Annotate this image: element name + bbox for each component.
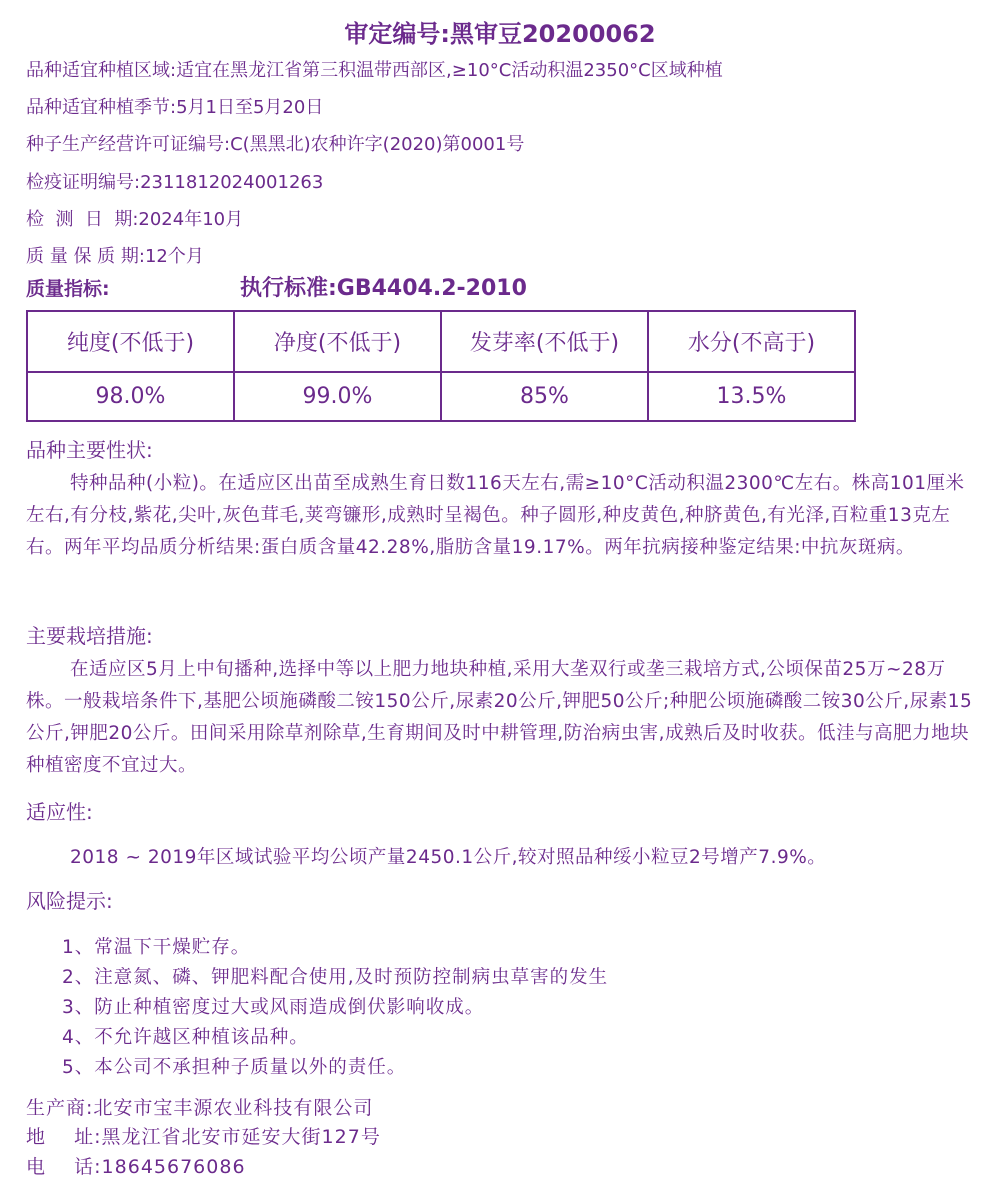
risk-item: 4、不允许越区种植该品种。 <box>62 1027 309 1048</box>
certification-number: 审定编号:黑审豆20200062 <box>344 20 656 48</box>
risk-item: 1、常温下干燥贮存。 <box>62 937 251 958</box>
quality-spec-table <box>26 310 856 422</box>
cultivation-heading: 主要栽培措施: <box>26 624 153 648</box>
test-date: 检 测 日 期:2024年10月 <box>26 209 244 230</box>
planting-region: 品种适宜种植区域:适宜在黑龙江省第三积温带西部区,≥10°C活动积温2350°C区域种植 <box>26 60 723 81</box>
address: 地 址:黑龙江省北安市延安大街127号 <box>26 1126 381 1148</box>
license-number: 种子生产经营许可证编号:C(黑黑北)农种许字(2020)第0001号 <box>26 134 525 155</box>
spec-value-germination: 85% <box>441 372 648 422</box>
standard-label: 执行标准:GB4404.2-2010 <box>240 276 527 301</box>
planting-season: 品种适宜种植季节:5月1日至5月20日 <box>26 97 324 118</box>
spec-header-row <box>27 311 855 372</box>
quality-label: 质量指标: <box>26 278 110 300</box>
spec-value-row <box>27 372 855 422</box>
spec-header-purity: 纯度(不低于) <box>27 311 234 372</box>
spec-value-moisture: 13.5% <box>648 372 855 422</box>
quarantine-number: 检疫证明编号:2311812024001263 <box>26 172 324 193</box>
spec-header-germination: 发芽率(不低于) <box>441 311 648 372</box>
risk-item: 2、注意氮、磷、钾肥料配合使用,及时预防控制病虫草害的发生 <box>62 967 609 988</box>
traits-text: 特种品种(小粒)。在适应区出苗至成熟生育日数116天左右,需≥10°C活动积温2300℃左右。株高101厘米左右,有分枝,紫花,尖叶,灰色茸毛,荚弯镰形,成熟时呈褐色。种子圆形,种皮黄色,种脐黄色,有光泽,百粒重13克左右。两年平均品质分析结果:蛋白质含量42.28%,脂肪含量19.17%。两年抗病接种鉴定结果:中抗灰斑病。 <box>26 473 965 558</box>
cultivation-paragraph <box>26 654 976 782</box>
traits-paragraph <box>26 468 976 564</box>
phone: 电 话:18645676086 <box>26 1156 246 1178</box>
spec-header-moisture: 水分(不高于) <box>648 311 855 372</box>
adaptability-text: 2018 ~ 2019年区域试验平均公顷产量2450.1公斤,较对照品种绥小粒豆2号增产7.9%。 <box>70 847 827 868</box>
spec-value-cleanliness: 99.0% <box>234 372 441 422</box>
risk-item: 5、本公司不承担种子质量以外的责任。 <box>62 1057 407 1078</box>
spec-value-purity: 98.0% <box>27 372 234 422</box>
risk-item: 3、防止种植密度过大或风雨造成倒伏影响收成。 <box>62 997 485 1018</box>
adaptability-heading: 适应性: <box>26 800 93 824</box>
risk-heading: 风险提示: <box>26 889 113 913</box>
shelf-life: 质 量 保 质 期:12个月 <box>26 246 204 267</box>
traits-heading: 品种主要性状: <box>26 438 153 462</box>
spec-header-cleanliness: 净度(不低于) <box>234 311 441 372</box>
producer: 生产商:北安市宝丰源农业科技有限公司 <box>26 1097 374 1119</box>
cultivation-text: 在适应区5月上中旬播种,选择中等以上肥力地块种植,采用大垄双行或垄三栽培方式,公顷保苗25万~28万株。一般栽培条件下,基肥公顷施磷酸二铵150公斤,尿素20公斤,钾肥50公斤;种肥公顷施磷酸二铵30公斤,尿素15公斤,钾肥20公斤。田间采用除草剂除草,生育期间及时中耕管理,防治病虫害,成熟后及时收获。低洼与高肥力地块种植密度不宜过大。 <box>26 659 973 776</box>
